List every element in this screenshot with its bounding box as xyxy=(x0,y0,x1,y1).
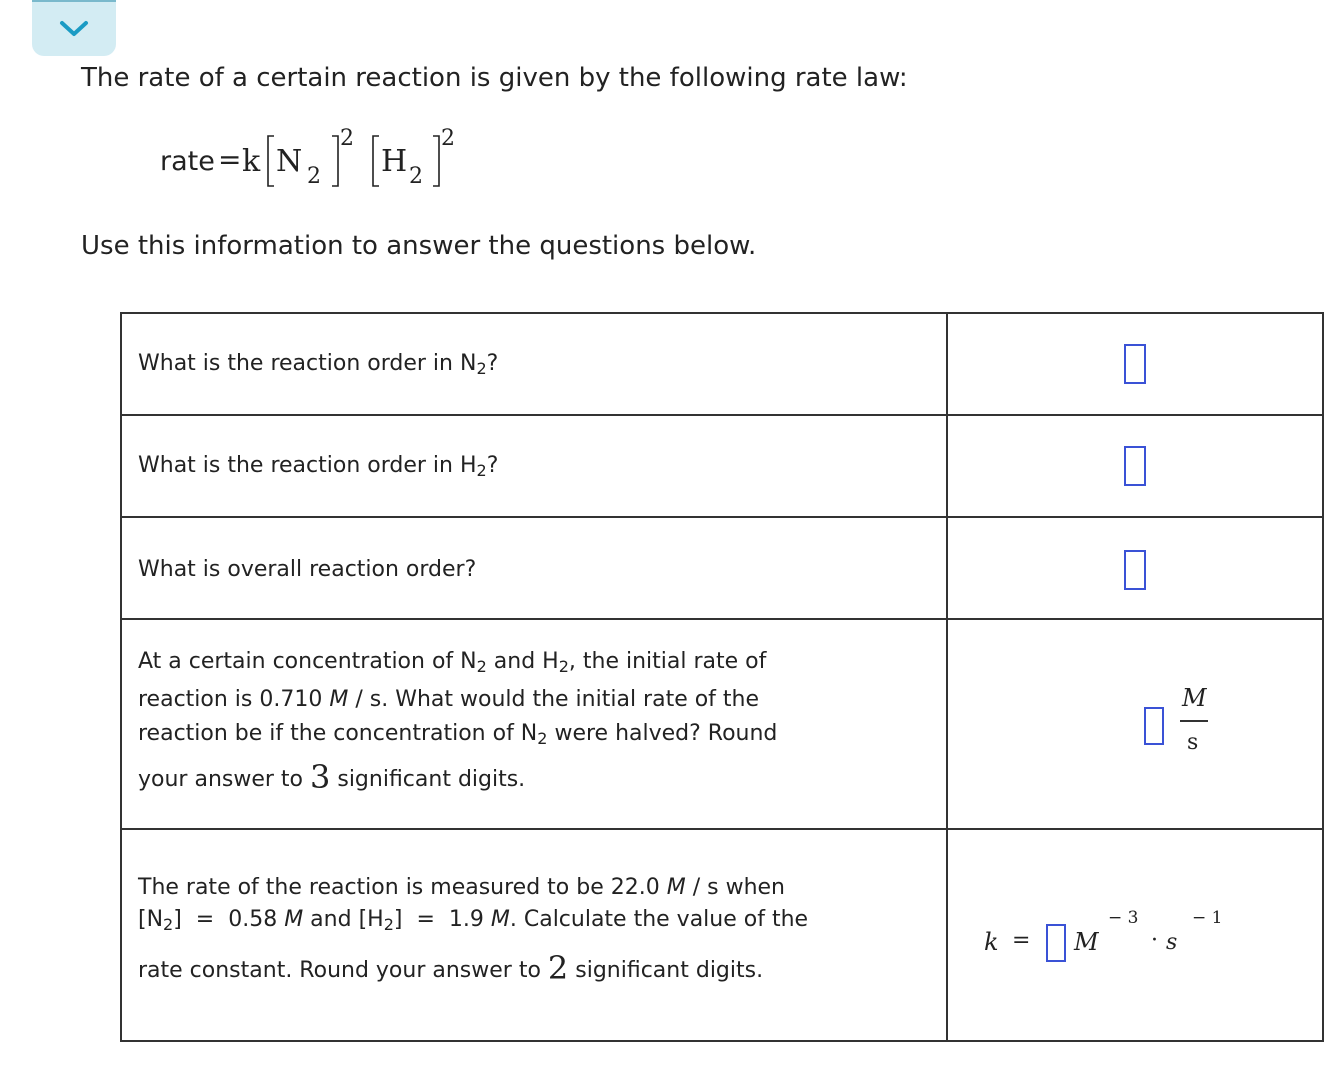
answer-cell xyxy=(947,619,1323,829)
exponent-n: 2 xyxy=(340,126,354,151)
answer-cell xyxy=(947,829,1323,1041)
k-unit-s: s xyxy=(1166,930,1178,955)
k-unit-s-exponent: − 1 xyxy=(1192,908,1223,928)
table-row xyxy=(121,619,1323,829)
rate-unit-numerator: M xyxy=(1182,684,1207,712)
k-unit-m: M xyxy=(1074,928,1099,956)
table-row xyxy=(121,415,1323,517)
rate-word: rate xyxy=(160,146,215,177)
collapse-toggle-button[interactable] xyxy=(32,0,116,56)
answer-cell xyxy=(947,313,1323,415)
halved-rate-answer-input[interactable] xyxy=(1144,707,1164,745)
order-h2-answer-input[interactable] xyxy=(1124,446,1146,486)
table-row xyxy=(121,517,1323,619)
intro-text: The rate of a certain reaction is given by the following rate law: xyxy=(81,63,908,93)
table-row xyxy=(121,313,1323,415)
instruction-text: Use this information to answer the questions below. xyxy=(81,231,757,261)
species-n-subscript: 2 xyxy=(307,164,321,189)
order-n2-answer-input[interactable] xyxy=(1124,344,1146,384)
k-label: k xyxy=(984,928,999,956)
k-equals-sign: = xyxy=(1012,928,1031,953)
species-h: H xyxy=(381,144,408,179)
question-cell xyxy=(121,619,947,829)
question-table xyxy=(120,312,1324,1042)
k-unit-m-exponent: − 3 xyxy=(1108,908,1139,928)
rate-constant-answer-input[interactable] xyxy=(1046,924,1066,962)
exponent-h: 2 xyxy=(441,126,455,151)
answer-cell xyxy=(947,517,1323,619)
question-text: What is overall reaction order? xyxy=(138,557,477,582)
species-h-subscript: 2 xyxy=(409,164,423,189)
chevron-down-icon xyxy=(59,20,89,38)
table-row xyxy=(121,829,1323,1041)
rate-constant-k: k xyxy=(242,144,261,179)
question-cell xyxy=(121,829,947,1041)
question-cell xyxy=(121,313,947,415)
answer-cell xyxy=(947,415,1323,517)
question-text: The rate of the reaction is measured to be 22.0 M / s when $[N_2] = 0.58$ M and $[H_2] = 1.9$ M. Calculate the value of the rate constant. Round your answer to 2 significant digits. xyxy=(138,874,809,987)
question-cell xyxy=(121,517,947,619)
k-unit-dot: · xyxy=(1151,928,1158,953)
question-cell xyxy=(121,415,947,517)
question-text: At a certain concentration of $N_2$ and $H_2$, the initial rate of reaction is 0.710 M / s. What would the initial rate of the reaction be if the concentration of $N_2$ were halved? Round your answer to 3 significant digits. xyxy=(138,648,778,796)
species-n: N xyxy=(276,144,303,179)
fraction-bar xyxy=(1180,720,1208,722)
question-text: What is the reaction order in $H_2$? xyxy=(138,453,499,480)
equals-sign: = xyxy=(218,143,242,176)
rate-unit-denominator: s xyxy=(1187,730,1199,755)
rate-law-equation xyxy=(160,126,580,198)
overall-order-answer-input[interactable] xyxy=(1124,550,1146,590)
question-text: What is the reaction order in $N_2$? xyxy=(138,351,499,378)
